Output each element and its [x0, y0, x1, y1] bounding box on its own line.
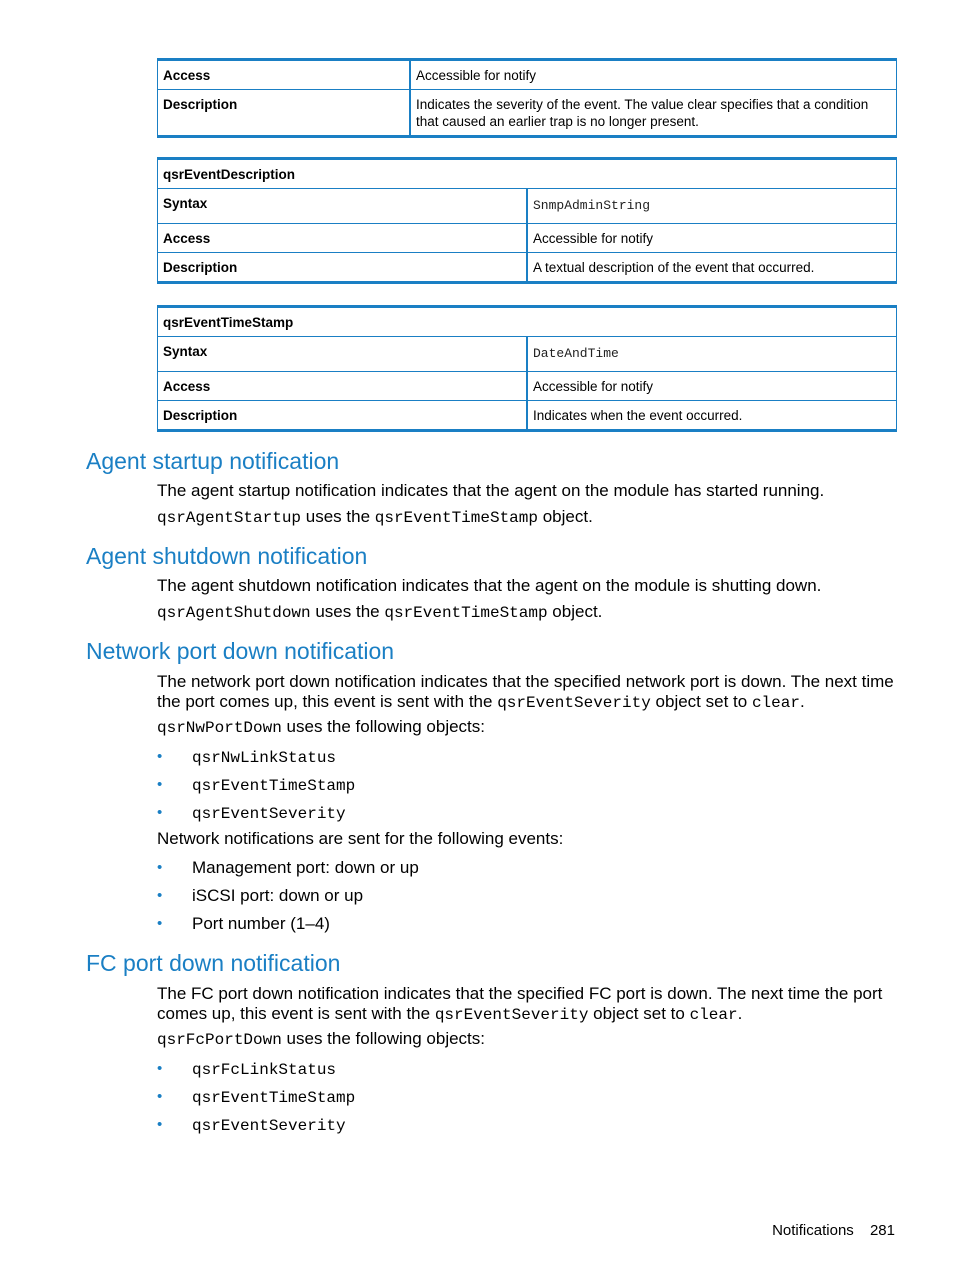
footer-section: Notifications: [772, 1222, 854, 1239]
list-item: [157, 802, 355, 830]
list-item: [157, 1086, 355, 1114]
row-label: Access: [158, 224, 528, 253]
code-object: qsrFcLinkStatus: [192, 1061, 337, 1079]
row-label: Description: [158, 253, 528, 283]
page-footer: [772, 1222, 895, 1239]
code-object: qsrAgentShutdown: [157, 604, 311, 622]
agent-shutdown-paragraph: The agent shutdown notification indicates that the agent on the module is shutting down.: [157, 576, 822, 595]
agent-startup-paragraph: The agent startup notification indicates that the agent on the module has started running.: [157, 481, 825, 500]
table-row: [158, 337, 897, 372]
list-item: [157, 746, 355, 774]
row-label: Access: [158, 372, 528, 401]
fc-port-objects-list: [157, 1058, 355, 1142]
network-port-paragraph: [157, 672, 899, 713]
table-row: [158, 90, 897, 137]
code-object: qsrEventSeverity: [497, 694, 651, 712]
text: The network port down notification indicates that the specified network port is down. The next time the port comes up, this event is sent with the: [157, 672, 894, 711]
bullet-icon: •: [157, 1116, 163, 1133]
text: object set to: [650, 692, 752, 711]
list-item-text: Management port: down or up: [192, 858, 419, 877]
row-value: Indicates when the event occurred.: [527, 401, 897, 431]
row-label: Syntax: [158, 337, 528, 372]
table-header: qsrEventDescription: [158, 159, 897, 189]
table-row: [158, 372, 897, 401]
bullet-icon: •: [157, 1060, 163, 1077]
text: .: [799, 692, 805, 711]
agent-shutdown-heading: Agent shutdown notification: [86, 543, 368, 569]
row-label: Description: [158, 90, 411, 137]
code-object: qsrFcPortDown: [157, 1031, 282, 1049]
agent-startup-heading: Agent startup notification: [86, 448, 340, 474]
network-events-list: [157, 857, 419, 941]
agent-startup-usage: [157, 507, 899, 528]
list-item-text: iSCSI port: down or up: [192, 886, 364, 905]
network-port-heading: Network port down notification: [86, 638, 395, 664]
text: object.: [537, 507, 593, 526]
text: object.: [547, 602, 603, 621]
row-label: Description: [158, 401, 528, 431]
code-object: qsrNwLinkStatus: [192, 749, 337, 767]
row-label: Syntax: [158, 189, 528, 224]
code-object: qsrEventSeverity: [192, 805, 346, 823]
code-object: qsrNwPortDown: [157, 719, 282, 737]
code-object: qsrAgentStartup: [157, 509, 302, 527]
row-value: Accessible for notify: [527, 224, 897, 253]
bullet-icon: •: [157, 859, 163, 876]
text: uses the following objects:: [281, 1029, 485, 1048]
table-header: qsrEventTimeStamp: [158, 307, 897, 337]
code-object: qsrEventTimeStamp: [192, 1089, 356, 1107]
bullet-icon: •: [157, 1088, 163, 1105]
code-object: qsrEventSeverity: [434, 1006, 589, 1024]
table-row: [158, 60, 897, 90]
row-value: SnmpAdminString: [527, 189, 897, 224]
row-value: A textual description of the event that occurred.: [527, 253, 897, 283]
network-port-objects-list: [157, 746, 355, 830]
list-item: [157, 1114, 355, 1142]
text: The FC port down notification indicates that the specified FC port is down. The next time the port comes up, this event is sent with the: [157, 984, 883, 1023]
row-value: Indicates the severity of the event. The value clear specifies that a condition that caused an earlier trap is no longer present.: [410, 90, 897, 137]
fc-port-usage: [157, 1029, 899, 1050]
list-item: [157, 913, 419, 941]
page-number: 281: [869, 1222, 895, 1239]
code-object: qsrEventTimeStamp: [192, 777, 356, 795]
table-row: [158, 224, 897, 253]
event-description-table: [157, 157, 897, 284]
bullet-icon: •: [157, 887, 163, 904]
table-row: [158, 401, 897, 431]
network-port-usage: [157, 717, 899, 738]
code-object: clear: [751, 694, 800, 712]
code-object: qsrEventTimeStamp: [374, 509, 538, 527]
table-row: [158, 253, 897, 283]
list-item: [157, 774, 355, 802]
row-value: Accessible for notify: [527, 372, 897, 401]
text: .: [737, 1004, 743, 1023]
row-label: Access: [158, 60, 411, 90]
list-item: [157, 1058, 355, 1086]
table-header-row: [158, 159, 897, 189]
network-events-intro: Network notifications are sent for the following events:: [157, 829, 564, 848]
table-row: [158, 189, 897, 224]
row-value: DateAndTime: [527, 337, 897, 372]
code-object: qsrEventTimeStamp: [384, 604, 548, 622]
list-item-text: Port number (1–4): [192, 914, 330, 933]
text: uses the: [310, 602, 385, 621]
table-header-row: [158, 307, 897, 337]
bullet-icon: •: [157, 776, 163, 793]
row-value: Accessible for notify: [410, 60, 897, 90]
list-item: [157, 885, 419, 913]
code-object: qsrEventSeverity: [192, 1117, 346, 1135]
fc-port-paragraph: [157, 984, 899, 1025]
text: uses the following objects:: [281, 717, 485, 736]
text: object set to: [588, 1004, 690, 1023]
list-item: [157, 857, 419, 885]
bullet-icon: •: [157, 915, 163, 932]
bullet-icon: •: [157, 804, 163, 821]
bullet-icon: •: [157, 748, 163, 765]
text: uses the: [301, 507, 375, 526]
fc-port-heading: FC port down notification: [86, 950, 341, 976]
code-object: clear: [689, 1006, 738, 1024]
agent-shutdown-usage: [157, 602, 899, 623]
event-timestamp-table: [157, 305, 897, 432]
severity-table: [157, 58, 897, 138]
